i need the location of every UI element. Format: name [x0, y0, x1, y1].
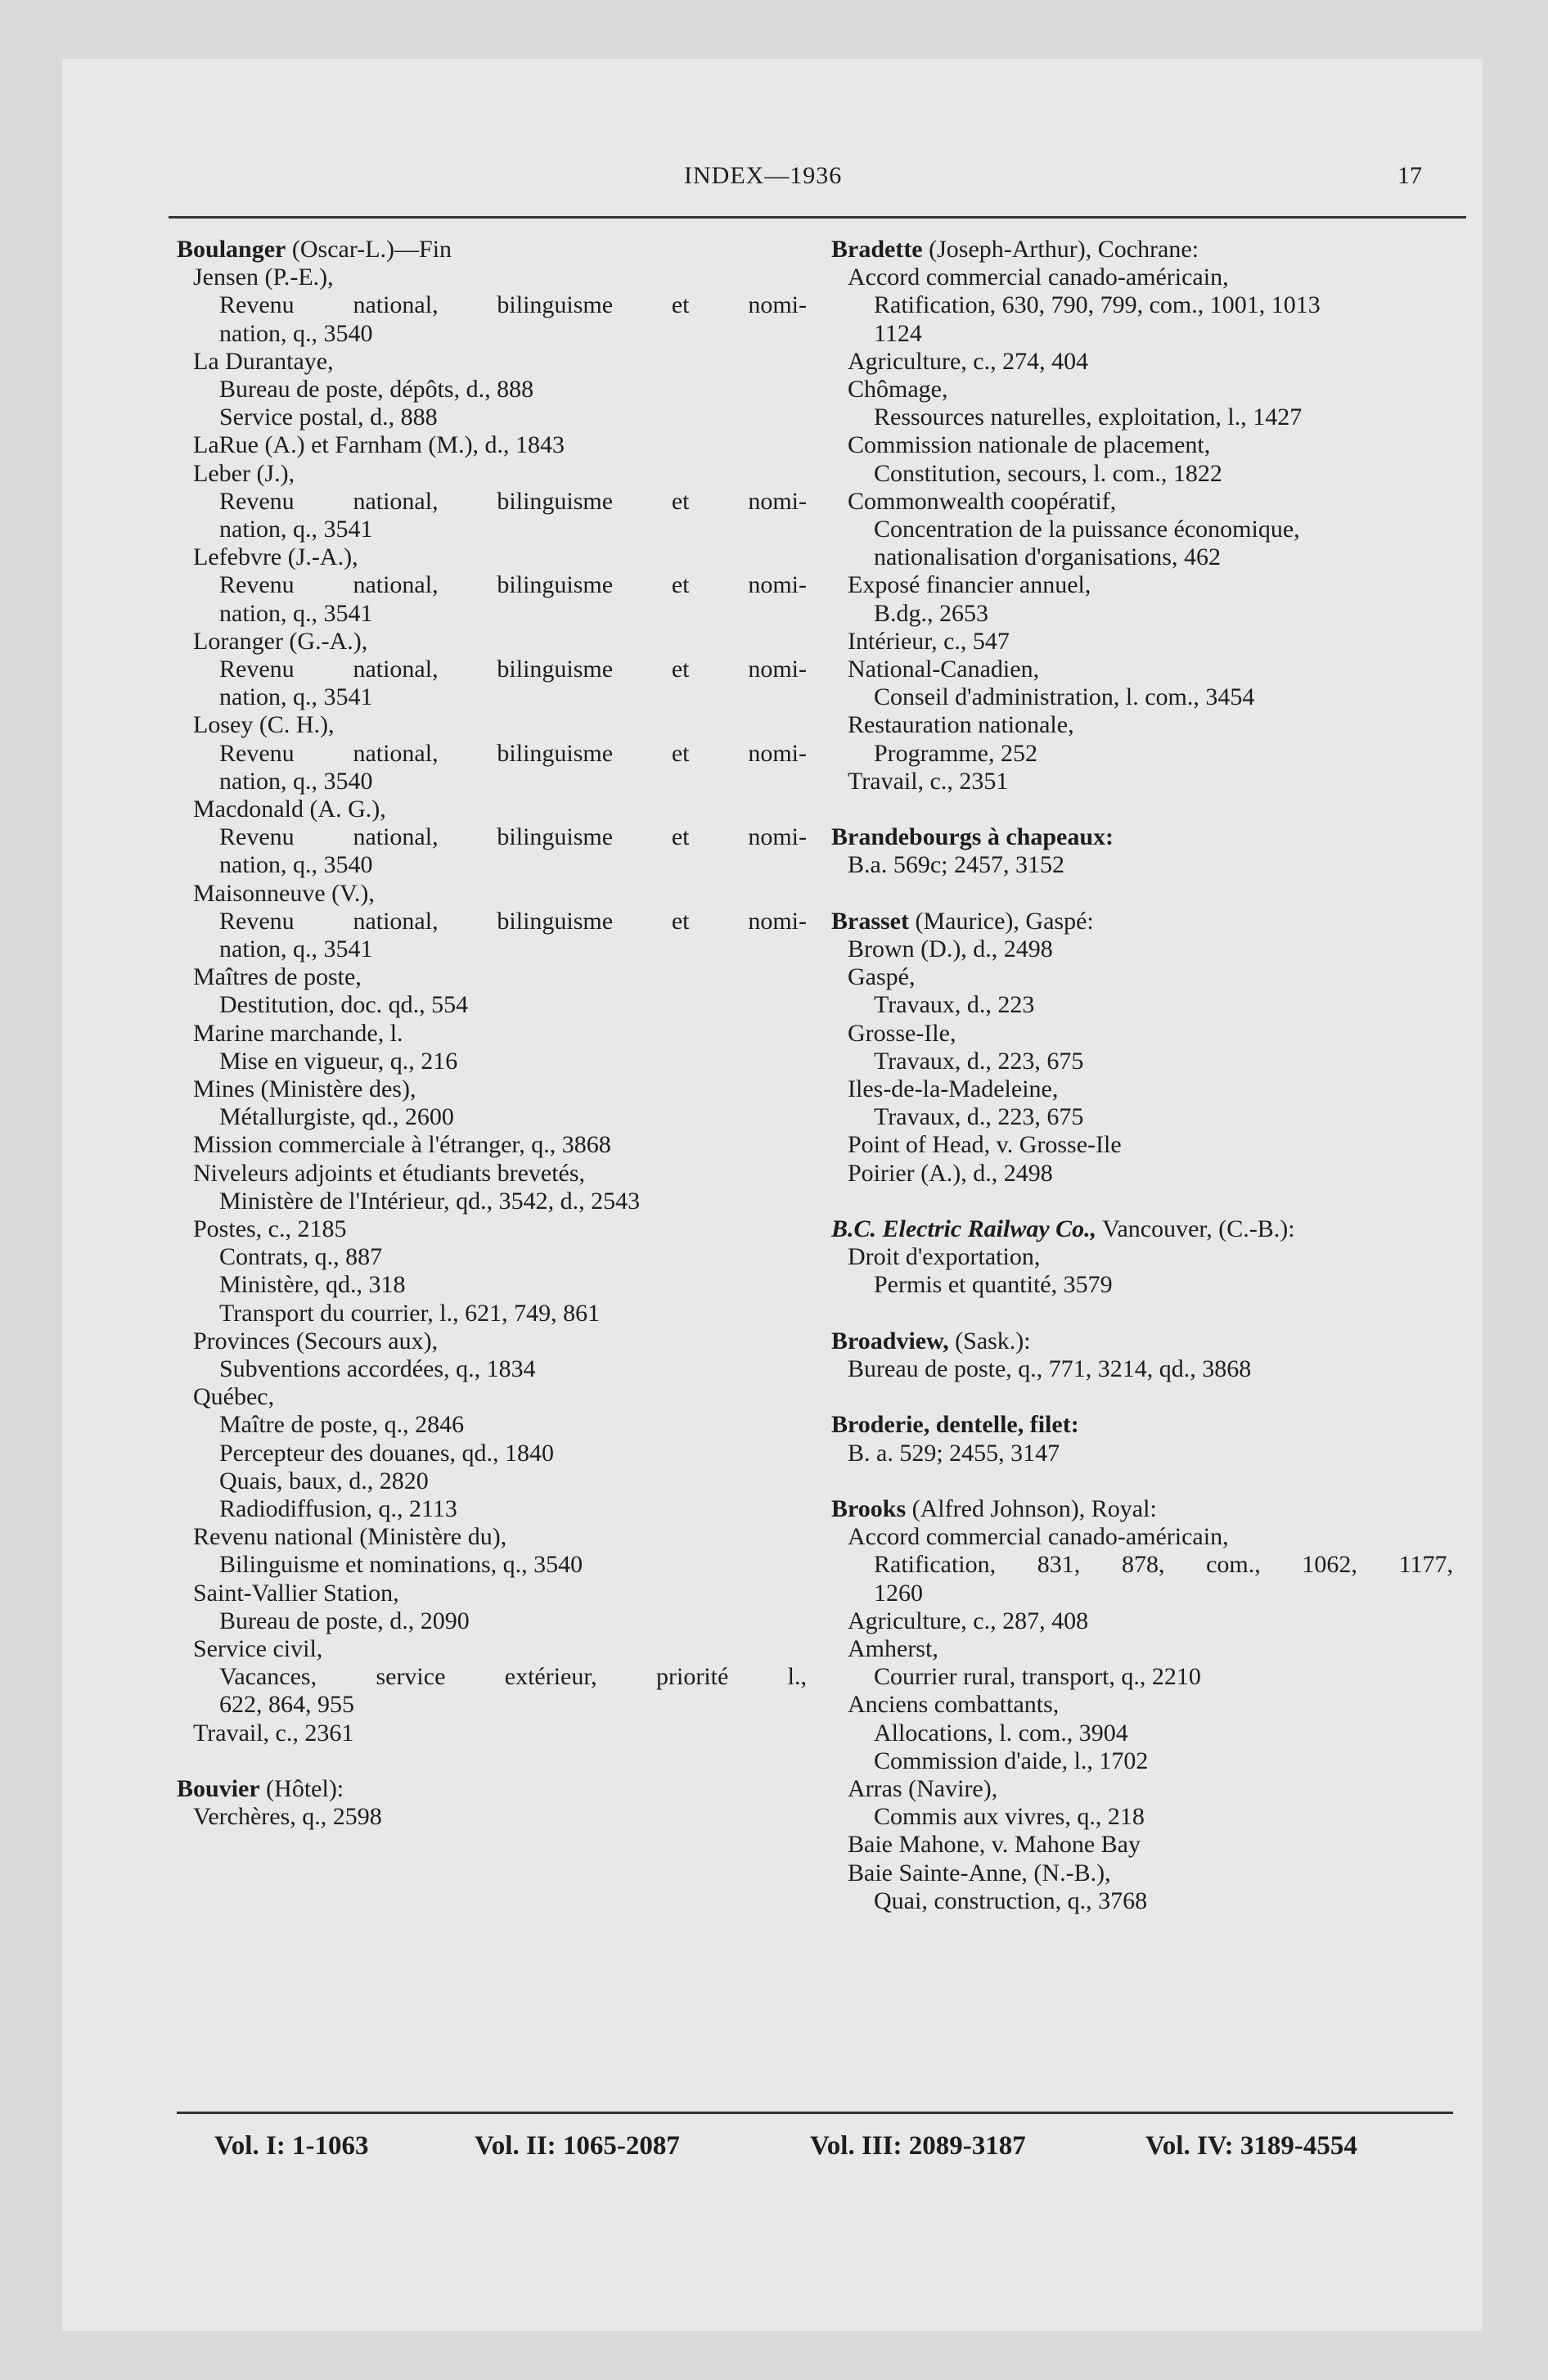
index-line: Leber (J.),: [193, 460, 295, 487]
index-line: B. a. 529; 2455, 3147: [848, 1440, 1060, 1467]
index-line: Revenu national (Ministère du),: [193, 1523, 507, 1550]
index-line: nation, q., 3541: [219, 600, 373, 627]
volume-range: Vol. IV: 3189-4554: [1145, 2131, 1357, 2161]
index-line: La Durantaye,: [193, 348, 334, 375]
index-line: nation, q., 3541: [219, 516, 373, 543]
index-line: Jensen (P.-E.),: [193, 264, 334, 291]
index-line: Radiodiffusion, q., 2113: [219, 1495, 457, 1522]
index-line: Revenu national, bilinguisme et nomi-: [219, 823, 807, 850]
index-line: Bureau de poste, d., 2090: [219, 1607, 470, 1634]
index-line: Lefebvre (J.-A.),: [193, 543, 358, 570]
index-line: Postes, c., 2185: [193, 1215, 347, 1242]
index-line: Maisonneuve (V.),: [193, 880, 375, 907]
index-line: Quais, baux, d., 2820: [219, 1467, 429, 1494]
index-line: Revenu national, bilinguisme et nomi-: [219, 740, 807, 767]
index-line: Revenu national, bilinguisme et nomi-: [219, 571, 807, 598]
index-line: Maître de poste, q., 2846: [219, 1411, 465, 1438]
index-line: Travail, c., 2361: [193, 1720, 354, 1747]
index-line: Revenu national, bilinguisme et nomi-: [219, 656, 807, 683]
index-line: B.a. 569c; 2457, 3152: [848, 851, 1064, 878]
index-line: Bouvier (Hôtel):: [177, 1775, 344, 1802]
index-line: Losey (C. H.),: [193, 711, 335, 738]
index-line: Macdonald (A. G.),: [193, 796, 386, 823]
index-line: nation, q., 3540: [219, 320, 373, 347]
index-line: Vacances, service extérieur, priorité l.,: [219, 1663, 807, 1690]
index-line: B.dg., 2653: [874, 600, 989, 627]
index-line: Brandebourgs à chapeaux:: [831, 823, 1114, 850]
index-line: National-Canadien,: [848, 656, 1040, 683]
index-line: Programme, 252: [874, 740, 1037, 767]
index-line: Bureau de poste, q., 771, 3214, qd., 3868: [848, 1355, 1252, 1382]
index-line: Ressources naturelles, exploitation, l., 1427: [874, 403, 1303, 430]
page-title: INDEX—1936: [684, 162, 843, 189]
index-line: Brooks (Alfred Johnson), Royal:: [831, 1495, 1157, 1522]
index-line: Boulanger (Oscar-L.)—Fin: [177, 236, 452, 263]
index-line: Destitution, doc. qd., 554: [219, 991, 469, 1018]
index-line: Agriculture, c., 287, 408: [848, 1607, 1089, 1634]
index-line: Revenu national, bilinguisme et nomi-: [219, 291, 807, 318]
index-line: 622, 864, 955: [219, 1691, 354, 1718]
index-line: Amherst,: [848, 1635, 938, 1662]
index-line: 1124: [874, 320, 922, 347]
index-line: Commission d'aide, l., 1702: [874, 1747, 1149, 1774]
index-line: Allocations, l. com., 3904: [874, 1720, 1128, 1747]
index-line: nation, q., 3540: [219, 768, 373, 795]
index-line: Accord commercial canado-américain,: [848, 264, 1229, 291]
index-line: Commission nationale de placement,: [848, 431, 1211, 458]
index-line: Broadview, (Sask.):: [831, 1327, 1031, 1355]
index-line: Service postal, d., 888: [219, 403, 438, 430]
index-line: Mission commerciale à l'étranger, q., 3868: [193, 1131, 611, 1158]
index-line: Saint-Vallier Station,: [193, 1580, 399, 1607]
index-line: Travaux, d., 223: [874, 991, 1035, 1018]
index-line: Bradette (Joseph-Arthur), Cochrane:: [831, 236, 1199, 263]
index-line: Arras (Navire),: [848, 1775, 998, 1802]
index-line: Point of Head, v. Grosse-Ile: [848, 1131, 1122, 1158]
volume-range: Vol. I: 1-1063: [214, 2131, 369, 2161]
index-line: Grosse-Ile,: [848, 1020, 956, 1047]
index-line: Gaspé,: [848, 963, 916, 990]
index-line: Mise en vigueur, q., 216: [219, 1048, 458, 1075]
index-line: Loranger (G.-A.),: [193, 628, 368, 655]
index-line: nation, q., 3540: [219, 851, 373, 878]
index-line: Baie Sainte-Anne, (N.-B.),: [848, 1859, 1111, 1886]
index-line: 1260: [874, 1580, 923, 1607]
index-line: Ratification, 831, 878, com., 1062, 1177,: [874, 1551, 1453, 1578]
index-line: Accord commercial canado-américain,: [848, 1523, 1229, 1550]
header-rule: [169, 216, 1466, 219]
index-line: Mines (Ministère des),: [193, 1075, 416, 1102]
index-line: Commis aux vivres, q., 218: [874, 1803, 1145, 1830]
index-line: Marine marchande, l.: [193, 1020, 403, 1047]
index-line: Intérieur, c., 547: [848, 628, 1010, 655]
index-line: Permis et quantité, 3579: [874, 1271, 1113, 1298]
index-line: Maîtres de poste,: [193, 963, 362, 990]
index-line: Courrier rural, transport, q., 2210: [874, 1663, 1201, 1690]
index-line: Chômage,: [848, 376, 948, 403]
index-line: Broderie, dentelle, filet:: [831, 1411, 1079, 1438]
index-line: Bilinguisme et nominations, q., 3540: [219, 1551, 583, 1578]
index-line: Brasset (Maurice), Gaspé:: [831, 908, 1094, 935]
index-line: Quai, construction, q., 3768: [874, 1887, 1148, 1914]
index-line: Exposé financier annuel,: [848, 571, 1091, 598]
index-line: Brown (D.), d., 2498: [848, 935, 1053, 962]
index-line: LaRue (A.) et Farnham (M.), d., 1843: [193, 431, 565, 458]
index-line: Québec,: [193, 1383, 275, 1410]
index-line: Constitution, secours, l. com., 1822: [874, 460, 1222, 487]
index-line: Service civil,: [193, 1635, 323, 1662]
index-line: Subventions accordées, q., 1834: [219, 1355, 536, 1382]
index-line: Bureau de poste, dépôts, d., 888: [219, 376, 534, 403]
index-line: Conseil d'administration, l. com., 3454: [874, 683, 1255, 710]
index-line: Concentration de la puissance économique,: [874, 516, 1300, 543]
index-line: Ministère, qd., 318: [219, 1271, 406, 1298]
index-line: nationalisation d'organisations, 462: [874, 543, 1221, 570]
index-line: Percepteur des douanes, qd., 1840: [219, 1440, 555, 1467]
index-line: Travaux, d., 223, 675: [874, 1103, 1084, 1130]
index-line: Commonwealth coopératif,: [848, 488, 1117, 515]
index-line: Ministère de l'Intérieur, qd., 3542, d., 2543: [219, 1188, 641, 1215]
index-line: Transport du courrier, l., 621, 749, 861: [219, 1300, 601, 1327]
index-line: nation, q., 3541: [219, 683, 373, 710]
index-line: Revenu national, bilinguisme et nomi-: [219, 488, 807, 515]
index-line: Métallurgiste, qd., 2600: [219, 1103, 454, 1130]
index-line: Travail, c., 2351: [848, 768, 1009, 795]
index-line: Niveleurs adjoints et étudiants brevetés,: [193, 1160, 586, 1187]
index-line: Baie Mahone, v. Mahone Bay: [848, 1831, 1141, 1858]
index-line: Verchères, q., 2598: [193, 1803, 382, 1830]
index-line: Iles-de-la-Madeleine,: [848, 1075, 1059, 1102]
footer-rule: [177, 2112, 1453, 2114]
volume-range: Vol. II: 1065-2087: [475, 2131, 680, 2161]
index-line: Poirier (A.), d., 2498: [848, 1160, 1053, 1187]
index-line: Contrats, q., 887: [219, 1243, 383, 1270]
index-line: nation, q., 3541: [219, 935, 373, 962]
index-line: Provinces (Secours aux),: [193, 1327, 439, 1355]
index-line: B.C. Electric Railway Co., Vancouver, (C.-B.):: [831, 1215, 1295, 1242]
page-number: 17: [1397, 162, 1422, 189]
index-line: Droit d'exportation,: [848, 1243, 1041, 1270]
volume-range: Vol. III: 2089-3187: [810, 2131, 1026, 2161]
index-line: Restauration nationale,: [848, 711, 1074, 738]
index-line: Anciens combattants,: [848, 1691, 1060, 1718]
index-line: Agriculture, c., 274, 404: [848, 348, 1089, 375]
index-line: Revenu national, bilinguisme et nomi-: [219, 908, 807, 935]
index-line: Ratification, 630, 790, 799, com., 1001, 1013: [874, 291, 1321, 318]
index-line: Travaux, d., 223, 675: [874, 1048, 1084, 1075]
